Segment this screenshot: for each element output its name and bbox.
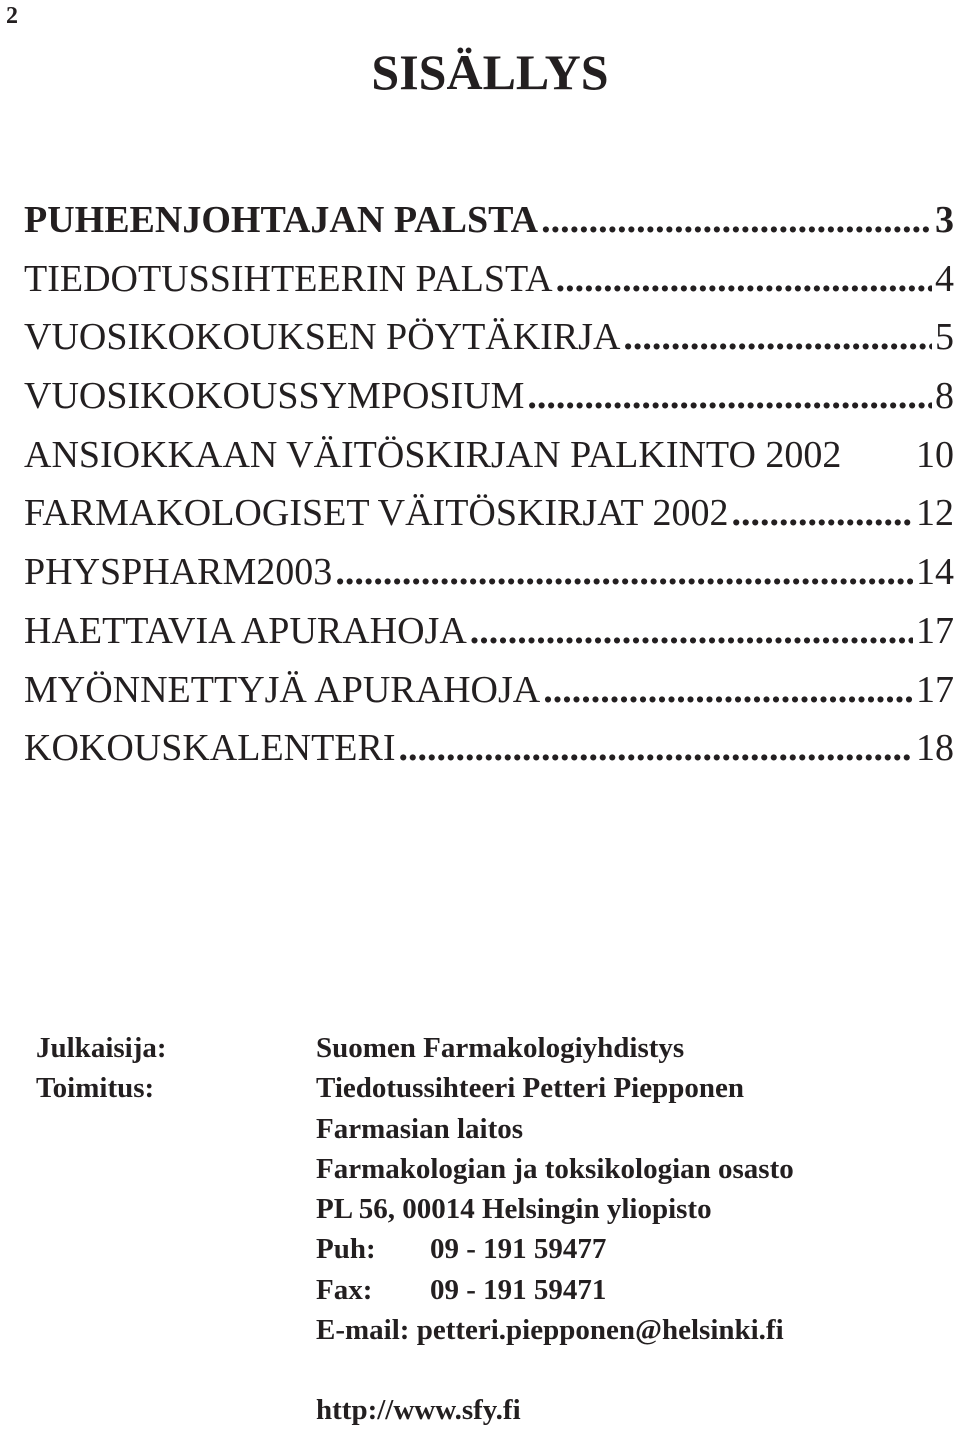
- colophon: [36, 1028, 936, 1350]
- page-title: SISÄLLYS: [371, 44, 609, 100]
- address-row: [36, 1109, 936, 1149]
- email-row: [36, 1310, 936, 1350]
- toc-entry-label: KOKOUSKALENTERI: [24, 727, 396, 770]
- toc-entry[interactable]: [24, 668, 954, 727]
- editor-label: Toimitus:: [36, 1072, 155, 1105]
- phone-row: [36, 1229, 936, 1269]
- spacer: [36, 1189, 316, 1229]
- phone-number[interactable]: 09 - 191 59477: [430, 1233, 607, 1266]
- toc-leader-dots: [399, 726, 913, 770]
- spacer: [36, 1109, 316, 1149]
- toc-entry-label: PUHEENJOHTAJAN PALSTA: [24, 199, 539, 241]
- website-link[interactable]: http://www.sfy.fi: [316, 1394, 521, 1426]
- toc-entry-label: VUOSIKOKOUKSEN PÖYTÄKIRJA: [24, 316, 621, 359]
- address-line: Farmasian laitos: [316, 1112, 524, 1145]
- toc-entry-page: 18: [916, 727, 954, 770]
- toc-leader-dots: [541, 198, 932, 242]
- spacer: [36, 1310, 316, 1350]
- toc-entry-label: PHYSPHARM2003: [24, 551, 333, 594]
- toc-entry-label: HAETTAVIA APURAHOJA: [24, 609, 467, 652]
- toc-entry-page: 8: [935, 375, 954, 418]
- toc-leader-dots: [335, 550, 913, 594]
- fax-label: Fax:: [316, 1273, 373, 1306]
- page-number: 2: [6, 3, 18, 29]
- address-line: Tiedotussihteeri Petteri Piepponen: [316, 1072, 744, 1105]
- toc-entry-page: 5: [935, 316, 954, 359]
- toc-entry-page: 17: [916, 609, 954, 652]
- toc-entry-page: 12: [916, 492, 954, 535]
- toc-entry[interactable]: [24, 374, 954, 433]
- toc-entry-page: 3: [935, 199, 954, 241]
- publisher-label: Julkaisija:: [36, 1032, 167, 1064]
- toc-leader-dots: [527, 374, 932, 418]
- toc-leader-dots: [470, 609, 913, 653]
- toc-entry-label: VUOSIKOKOUSSYMPOSIUM: [24, 375, 525, 418]
- toc-entry[interactable]: [24, 550, 954, 609]
- toc-entry-page: 17: [916, 668, 954, 711]
- toc-entry[interactable]: [24, 491, 954, 550]
- email-link[interactable]: petteri.piepponen@helsinki.fi: [416, 1314, 784, 1347]
- address-line: Farmakologian ja toksikologian osasto: [316, 1152, 794, 1185]
- toc-entry[interactable]: [24, 315, 954, 374]
- toc-entry-label: FARMAKOLOGISET VÄITÖSKIRJAT 2002: [24, 492, 729, 535]
- spacer: [36, 1270, 316, 1310]
- toc-entry[interactable]: [24, 257, 954, 316]
- phone-label: Puh:: [316, 1233, 376, 1266]
- address-row: [36, 1189, 936, 1229]
- toc-entry-page: 14: [916, 551, 954, 594]
- spacer: [36, 1149, 316, 1189]
- toc-entry[interactable]: [24, 198, 954, 257]
- publisher-name: Suomen Farmakologiyhdistys: [316, 1032, 685, 1064]
- fax-number: 09 - 191 59471: [430, 1273, 607, 1306]
- table-of-contents: [24, 198, 954, 785]
- toc-entry[interactable]: [24, 433, 954, 492]
- toc-entry-page: 4: [935, 257, 954, 300]
- toc-entry[interactable]: [24, 609, 954, 668]
- fax-row: [36, 1270, 936, 1310]
- toc-leader-dots: [556, 257, 932, 301]
- toc-leader-dots: [623, 315, 932, 359]
- editor-row: [36, 1068, 936, 1108]
- spacer: [36, 1229, 316, 1269]
- publisher-row: [36, 1028, 936, 1068]
- toc-entry-label: TIEDOTUSSIHTEERIN PALSTA: [24, 257, 553, 300]
- toc-entry-label: ANSIOKKAAN VÄITÖSKIRJAN PALKINTO 2002: [24, 433, 842, 476]
- toc-leader-dots: [731, 491, 913, 535]
- toc-entry[interactable]: [24, 726, 954, 785]
- toc-entry-label: MYÖNNETTYJÄ APURAHOJA: [24, 668, 541, 711]
- address-line: PL 56, 00014 Helsingin yliopisto: [316, 1193, 712, 1226]
- toc-entry-page: 10: [916, 433, 954, 476]
- toc-leader-dots: [543, 668, 913, 712]
- address-row: [36, 1149, 936, 1189]
- email-label: E-mail:: [316, 1314, 410, 1347]
